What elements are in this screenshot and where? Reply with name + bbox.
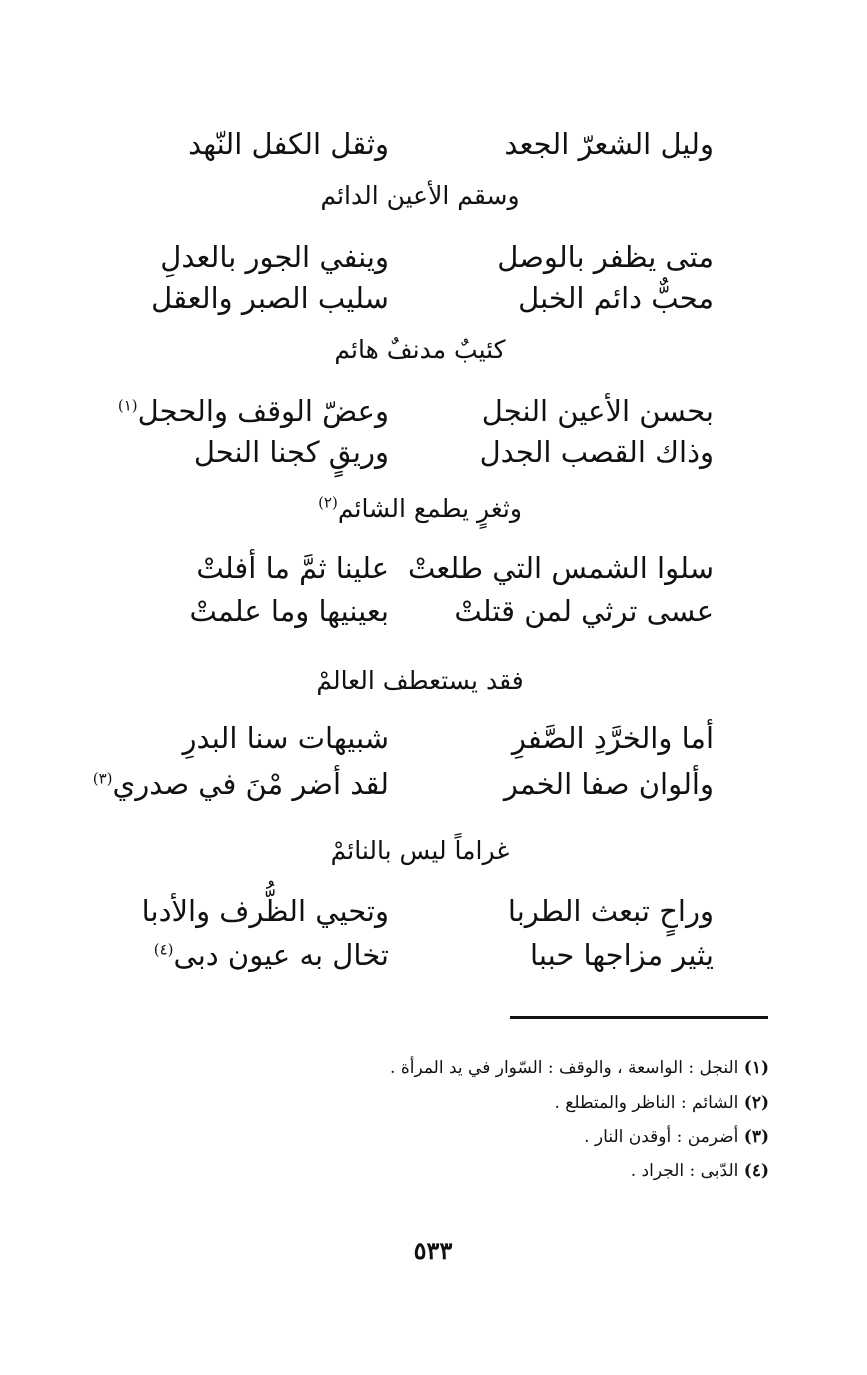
verse-line-4-left: [118, 393, 389, 429]
verse-line-3-right: محبٌّ دائم الخبل: [518, 281, 714, 315]
footnote-1-number: (١): [743, 1058, 769, 1078]
footnote-divider: [510, 1016, 768, 1019]
footnote-3-number: (٣): [743, 1127, 769, 1147]
footnote-ref-2: (٢): [318, 493, 338, 512]
verse-line-11-left-text: تخال به عيون دبى: [173, 938, 389, 972]
footnote-1: [390, 1057, 769, 1079]
verse-line-9-left-text: لقد أضر مْنَ في صدري: [112, 767, 389, 801]
footnote-4-text: الدّبى : الجراد .: [630, 1161, 739, 1181]
verse-line-6-right: سلوا الشمس التي طلعتْ: [407, 551, 714, 585]
verse-line-6-left: علينا ثمَّ ما أفلتْ: [196, 551, 389, 585]
refrain-4: فقد يستعطف العالمْ: [316, 666, 524, 695]
verse-line-11-right: يثير مزاجها حببا: [530, 938, 714, 972]
verse-line-2-left: وينفي الجور بالعدلِ: [160, 240, 389, 274]
refrain-2: كئيبٌ مدنفٌ هائم: [334, 335, 506, 364]
footnote-ref-1: (١): [117, 396, 138, 415]
verse-line-2-right: متى يظفر بالوصل: [497, 240, 714, 274]
verse-line-8-right: أما والخرَّدِ الصَّفرِ: [511, 721, 714, 755]
verse-line-7-left: بعينيها وما علمتْ: [189, 594, 389, 628]
verse-line-11-left: [154, 937, 389, 973]
footnote-2-text: الشائم : الناظر والمتطلع .: [554, 1093, 739, 1113]
footnote-4: [631, 1160, 769, 1182]
verse-line-8-left: شبيهات سنا البدرِ: [182, 721, 389, 755]
verse-line-4-right: بحسن الأعين النجل: [481, 394, 714, 428]
verse-line-1-right: وليل الشعرّ الجعد: [504, 127, 714, 161]
verse-line-9-left: [93, 766, 389, 802]
footnote-4-number: (٤): [743, 1161, 769, 1181]
verse-line-5-right: وذاك القصب الجدل: [479, 435, 714, 469]
verse-line-10-right: وراحٍ تبعث الطربا: [507, 894, 714, 928]
verse-line-7-right: عسى ترثي لمن قتلتْ: [454, 594, 714, 628]
footnote-3-text: أضرمن : أوقدن النار .: [584, 1127, 739, 1147]
verse-line-10-left: وتحيي الظُّرف والأدبا: [141, 894, 389, 928]
refrain-3: [200, 493, 640, 525]
refrain-5: غراماً ليس بالنائمْ: [330, 836, 510, 865]
verse-line-1-left: وثقل الكفل النّهد: [188, 127, 389, 161]
footnote-2: [555, 1092, 770, 1114]
verse-line-5-left: وريقٍ كجنا النحل: [193, 435, 389, 469]
footnote-ref-3: (٣): [92, 769, 113, 788]
footnote-2-number: (٢): [743, 1093, 769, 1113]
refrain-3-text: وثغرٍ يطمع الشائم: [337, 494, 522, 523]
refrain-1: وسقم الأعين الدائم: [320, 181, 520, 210]
footnote-ref-4: (٤): [153, 940, 174, 959]
page-number: ٥٣٣: [413, 1236, 453, 1265]
footnote-3: [584, 1126, 769, 1148]
verse-line-9-right: وألوان صفا الخمر: [503, 767, 714, 801]
verse-line-3-left: سليب الصبر والعقل: [151, 281, 389, 315]
verse-line-4-left-text: وعضّ الوقف والحجل: [137, 394, 389, 428]
footnote-1-text: النجل : الواسعة ، والوقف : السّوار في يد المرأة .: [390, 1058, 739, 1078]
